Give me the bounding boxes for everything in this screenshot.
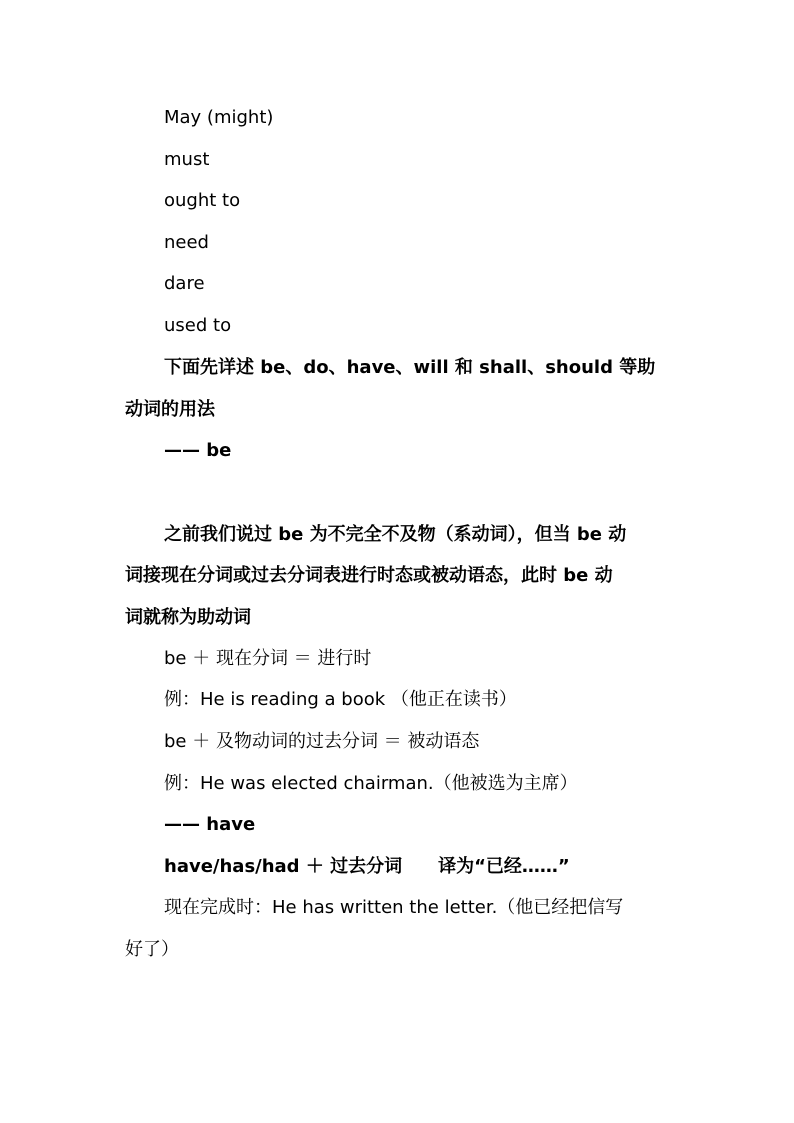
list-item-dare: dare: [164, 273, 205, 294]
example-reading: 例：He is reading a book （他正在读书）: [164, 689, 517, 710]
list-item-used-to: used to: [164, 315, 232, 336]
rule-be-present-participle: be ＋ 现在分词 ＝ 进行时: [164, 648, 372, 669]
intro-line-1: 下面先详述 be、do、have、will 和 shall、should 等助: [164, 357, 656, 378]
list-item-ought-to: ought to: [164, 190, 241, 211]
paragraph-line-1: 之前我们说过 be 为不完全不及物（系动词），但当 be 动: [164, 524, 627, 545]
intro-line-2: 动词的用法: [125, 399, 215, 420]
rule-have-past-participle: have/has/had ＋ 过去分词 译为“已经……”: [164, 856, 570, 877]
section-heading-have: —— have: [164, 814, 256, 835]
example-written-line-2: 好了）: [125, 939, 179, 960]
section-heading-be: —— be: [164, 440, 232, 461]
example-elected: 例：He was elected chairman.（他被选为主席）: [164, 773, 578, 794]
example-written-line-1: 现在完成时：He has written the letter.（他已经把信写: [164, 897, 624, 918]
paragraph-line-2: 词接现在分词或过去分词表进行时态或被动语态，此时 be 动: [125, 565, 613, 586]
rule-be-past-participle: be ＋ 及物动词的过去分词 ＝ 被动语态: [164, 731, 480, 752]
list-item-need: need: [164, 232, 209, 253]
paragraph-line-3: 词就称为助动词: [125, 607, 251, 628]
list-item-must: must: [164, 149, 210, 170]
list-item-may: May (might): [164, 107, 274, 128]
